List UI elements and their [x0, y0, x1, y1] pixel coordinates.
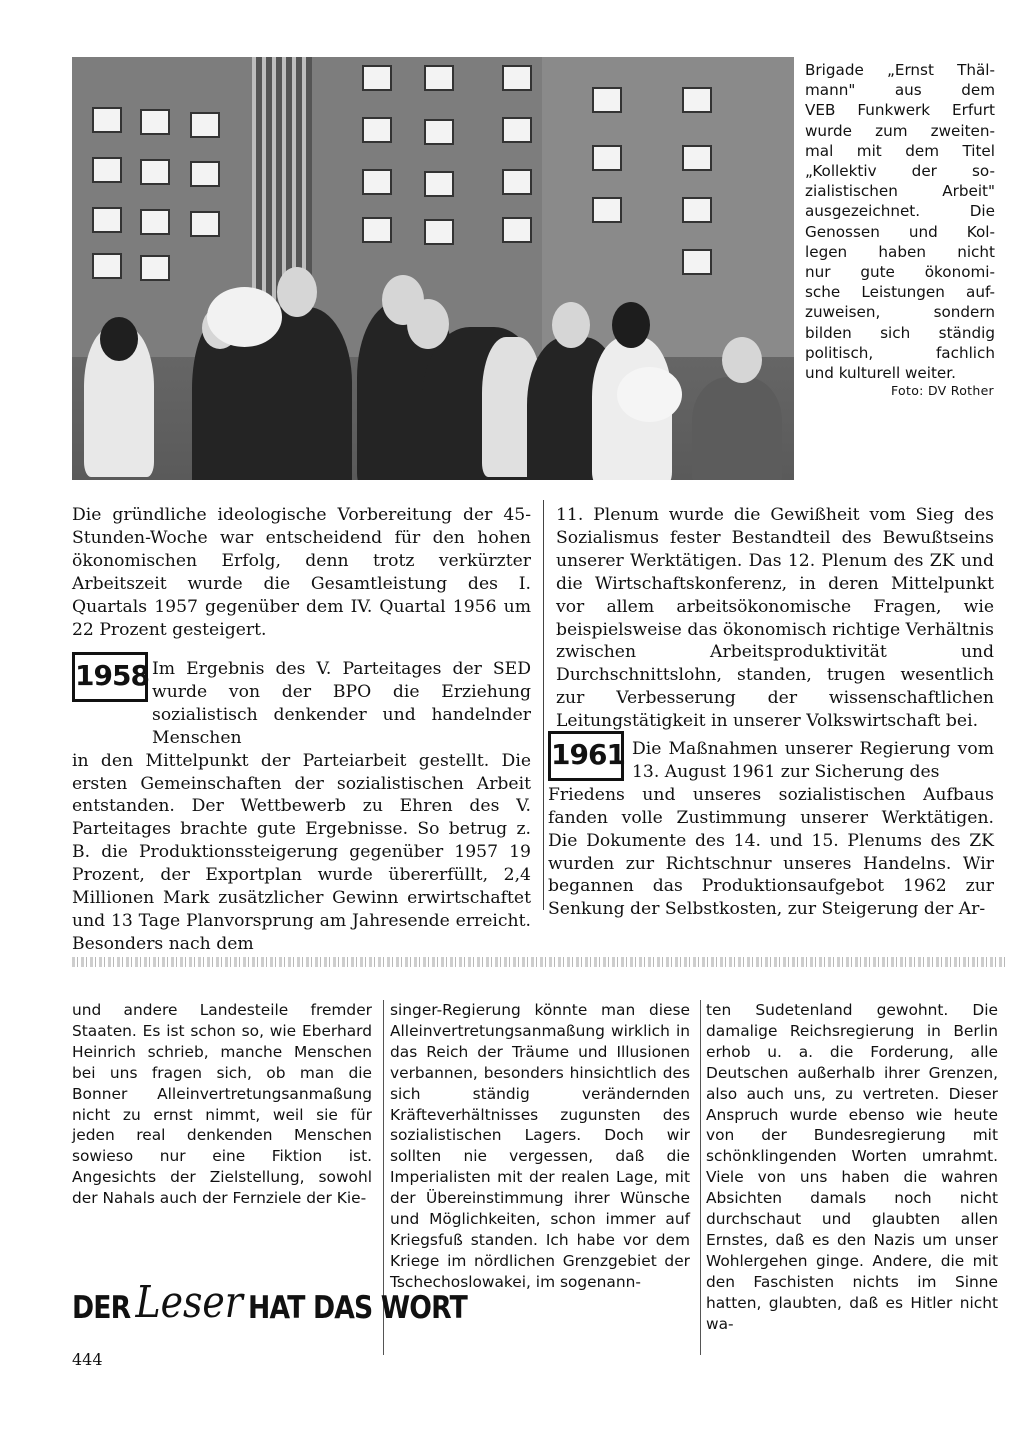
photo-window — [682, 87, 712, 113]
photo-window — [190, 211, 220, 237]
photo-flower-bouquet — [207, 287, 282, 347]
brigade-photo — [72, 57, 794, 480]
caption-line: zuweisen, sondern — [805, 303, 995, 322]
upper-left-year-text: in den Mittelpunkt der Parteiarbeit gestellt. Die ersten Gemeinschaften der sozialistischen Arbeit entstanden. Der Wettbewerb zu Ehren des V. Parteitages brachte gute Ergebnisse. So betrug z. B. die Produktionssteigerung gegenüber 1957 19 Prozent, der Exportplan wurde übererfüllt, 2,4 Millionen Mark zusätzlicher Gewinn erwirtschaftet und 13 Tage Planvorsprung am Jahresende erreicht. Besonders nach dem — [72, 750, 531, 954]
lower-column-2-text: singer-Regierung könnte man diese Alleinvertretungsanmaßung wirklich in das Reich der Träume und Illusionen verbannen, besonders hinsichtlich des sich ständig verändernden Kräfteverhältnisses zugunsten des sozialistischen Lagers. Doch wir sollten nie vergessen, daß die Imperialisten mit der realen Lage, mit der Übereinstimmung ihrer Wünsche und Möglichkeiten, schon immer auf Kriegsfuß standen. Ich habe vor dem Kriege im nördlichen Grenzgebiet der Tschechoslowakei, im sogenann- — [390, 1001, 690, 1291]
photo-window — [424, 219, 454, 245]
photo-window — [92, 207, 122, 233]
caption-line: mal mit dem Titel — [805, 141, 995, 160]
lower-column-3 — [706, 1000, 998, 1335]
lower-column-divider — [700, 1000, 701, 1355]
photo-person-head — [722, 337, 762, 383]
photo-window — [502, 65, 532, 91]
photo-window — [92, 107, 122, 133]
caption-text — [805, 60, 995, 383]
caption-line: und kulturell weiter. — [805, 364, 956, 383]
caption-line: legen haben nicht — [805, 242, 995, 261]
decorative-separator — [72, 957, 1007, 967]
caption-line: sche Leistungen auf- — [805, 283, 995, 302]
photo-window — [362, 169, 392, 195]
photo-window — [140, 209, 170, 235]
photo-window — [592, 87, 622, 113]
caption-line: „Kollektiv der so- — [805, 162, 995, 181]
photo-window — [140, 109, 170, 135]
upper-left-intro — [72, 504, 531, 641]
caption-line: politisch, fachlich — [805, 343, 995, 362]
photo-flower-bouquet — [617, 367, 682, 422]
caption-line: VEB Funkwerk Erfurt — [805, 101, 995, 120]
photo-window — [682, 145, 712, 171]
photo-window — [424, 65, 454, 91]
lower-column-1-text: und andere Landesteile fremder Staaten. Es ist schon so, wie Eberhard Heinrich schrieb, manche Menschen bei uns fragen sich, ob man die Bonner Alleinvertretungsanmaßung nicht zu ernst nimmt, weil sie für jeden real denkenden Menschen sowieso nur eine Fiktion ist. Angesichts der Zielstellung, sowohl der Nahals auch der Fernziele der Kie- — [72, 1001, 372, 1208]
upper-right-year-text: Friedens und unseres sozialistischen Aufbaus fanden volle Zustimmung unserer Werktätigen. Die Dokumente des 14. und 15. Plenums des ZK wurden zur Richtschnur unseres Handelns. Wir begannen das Produktionsaufgebot 1962 zur Senkung der Selbstkosten, zur Steigerung der Ar- — [548, 784, 994, 920]
photo-person — [692, 377, 782, 480]
masthead-hat-das-wort: HAT DAS WORT — [248, 1290, 467, 1326]
page-number: 444 — [72, 1350, 103, 1369]
photo-person-head — [100, 317, 138, 361]
photo-person-head — [277, 267, 317, 317]
photo-window — [682, 197, 712, 223]
photo-window — [362, 117, 392, 143]
photo-person-head — [407, 299, 449, 349]
masthead-der: DER — [72, 1290, 131, 1326]
masthead-script-word: Leser — [135, 1277, 243, 1328]
caption-line: Brigade „Ernst Thäl- — [805, 61, 995, 79]
photo-caption — [805, 60, 995, 383]
caption-line: mann" aus dem — [805, 81, 995, 100]
year-badge-1958: 1958 — [72, 652, 148, 702]
upper-right-intro-text: 11. Plenum wurde die Gewißheit vom Sieg des Sozialismus fester Bestandteil des Bewußtseins unserer Werktätigen. Das 12. Plenum des ZK und die Wirtschaftskonferenz, in deren Mittelpunkt vor allem arbeitsökonomische Fragen, wie beispielsweise das ökonomisch richtige Verhältnis zwischen Arbeitsproduktivität und Durchschnittslohn, standen, trugen wesentlich zur Verbesserung der wissenschaftlichen Leitungstätigkeit in unserer Volkswirtschaft bei. — [556, 505, 994, 732]
section-masthead — [72, 1277, 467, 1334]
photo-window — [502, 117, 532, 143]
photo-window — [362, 65, 392, 91]
upper-left-intro-text: Die gründliche ideologische Vorbereitung der 45-Stunden-Woche war entscheidend für den hohen ökonomischen Erfolg, denn trotz verkürzter Arbeitszeit wurde die Gesamtleistung des I. Quartals 1957 gegenüber dem IV. Quartal 1956 um 22 Prozent gesteigert. — [72, 505, 531, 640]
photo-window — [502, 217, 532, 243]
caption-line: bilden sich ständig — [805, 323, 995, 342]
caption-line: ausgezeichnet. Die — [805, 202, 995, 221]
upper-right-year-text-indented: Die Maßnahmen unserer Regierung vom 13. August 1961 zur Sicherung des — [632, 739, 994, 782]
caption-line: nur gute ökonomi- — [805, 263, 995, 282]
lower-column-2 — [390, 1000, 690, 1293]
caption-line: zialistischen Arbeit" — [805, 182, 995, 201]
photo-window — [424, 171, 454, 197]
column-divider — [543, 500, 544, 910]
upper-left-year-section — [72, 658, 531, 956]
upper-right-year-section — [548, 738, 994, 921]
photo-window — [502, 169, 532, 195]
photo-window — [592, 197, 622, 223]
photo-window — [140, 159, 170, 185]
photo-window — [190, 161, 220, 187]
photo-window — [92, 157, 122, 183]
photo-person-head — [552, 302, 590, 348]
lower-column-1 — [72, 1000, 372, 1209]
photo-window — [592, 145, 622, 171]
photo-window — [362, 217, 392, 243]
photo-crowd — [72, 247, 794, 480]
caption-line: wurde zum zweiten- — [805, 121, 995, 140]
photo-person-head — [612, 302, 650, 348]
caption-line: Genossen und Kol- — [805, 222, 995, 241]
photo-window — [424, 119, 454, 145]
year-badge-1961: 1961 — [548, 731, 624, 781]
photo-credit: Foto: DV Rother — [891, 383, 994, 398]
photo-window — [190, 112, 220, 138]
upper-left-year-text-indented: Im Ergebnis des V. Parteitages der SED wurde von der BPO die Erziehung sozialistisch denkender und handelnder Menschen — [152, 659, 531, 748]
upper-right-intro — [556, 504, 994, 733]
lower-column-3-text: ten Sudetenland gewohnt. Die damalige Reichsregierung in Berlin erhob u. a. die Forderung, alle Deutschen außerhalb ihrer Grenzen, also auch uns, zu vertreten. Dieser Anspruch wurde ebenso wie heute von der Bundesregierung mit schönklingenden Worten umrahmt. Viele von uns haben die wahren Absichten damals noch nicht durchschaut und glaubten allen Ernstes, daß es den Nazis um unser Wohlergehen ginge. Andere, die mit den Faschisten nichts im Sinne hatten, glaubten, daß es Hitler nicht wa- — [706, 1001, 998, 1333]
